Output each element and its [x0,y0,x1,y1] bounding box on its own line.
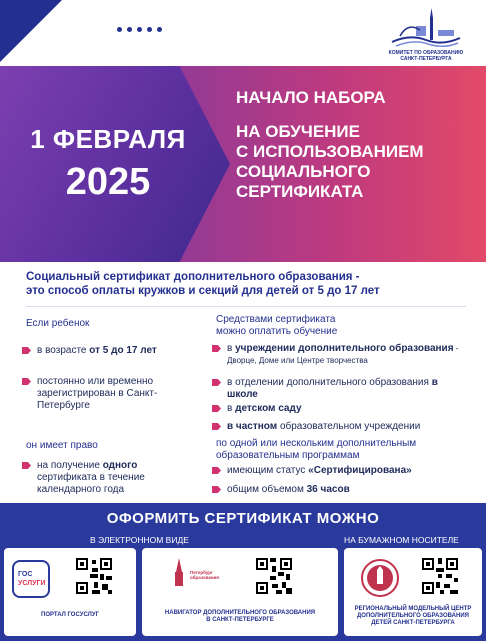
qr-code-icon[interactable] [420,556,460,596]
payment-heading: Средствами сертификата можно оплатить обучение [216,314,338,337]
logo-text: КОМИТЕТ ПО ОБРАЗОВАНИЮ САНКТ-ПЕТЕРБУРГА [388,50,464,62]
start-date [10,124,206,204]
seal-icon [360,558,400,598]
arrow-bullet-icon [212,405,221,412]
arrow-bullet-icon [22,347,31,354]
list-item: общим объемом 36 часов [212,484,467,496]
gosuslugi-caption: ПОРТАЛ ГОСУСЛУГ [41,612,99,618]
spire-icon [170,558,188,588]
list-item: постоянно или временно зарегистрирован в Санкт-Петербурге [22,376,162,412]
if-child-heading: Если ребенок [26,318,90,329]
list-item: в возрасте от 5 до 17 лет [22,345,192,357]
list-item: в учреждении дополнительного образования - Дворце, Доме или Центре творчества [212,343,467,367]
arrow-bullet-icon [22,462,31,469]
center-caption: РЕГИОНАЛЬНЫЙ МОДЕЛЬНЫЙ ЦЕНТР ДОПОЛНИТЕЛЬНОГО ОБРАЗОВАНИЯ ДЕТЕЙ САНКТ-ПЕТЕРБУРГА [354,606,472,626]
arrow-bullet-icon [212,345,221,352]
headline-line-2: С ИСПОЛЬЗОВАНИЕМ [236,142,424,161]
arrow-bullet-icon [212,423,221,430]
corner-triangle [0,0,62,62]
headline-line-4: СЕРТИФИКАТА [236,182,364,201]
arrow-bullet-icon [212,467,221,474]
qr-code-icon[interactable] [74,556,114,596]
paper-label: НА БУМАЖНОМ НОСИТЕЛЕ [344,535,459,545]
headline-line-3: СОЦИАЛЬНОГО [236,162,371,181]
headline-line-1: НА ОБУЧЕНИЕ [236,122,360,141]
list-item: в частном образовательном учреждении [212,421,467,433]
intro-line-2: это способ оплаты кружков и секций для детей от 5 до 17 лет [26,285,380,297]
arrow-bullet-icon [212,486,221,493]
navigator-caption: НАВИГАТОР ДОПОЛНИТЕЛЬНОГО ОБРАЗОВАНИЯ В САНКТ-ПЕТЕРБУРГЕ [164,610,316,623]
date-day: 1 ФЕВРАЛЯ [30,124,186,154]
has-right-heading: он имеет право [26,440,98,451]
arrow-bullet-icon [212,379,221,386]
committee-logo [376,8,476,68]
electronic-label: В ЭЛЕКТРОННОМ ВИДЕ [90,535,189,545]
intro-text [26,270,466,298]
logo-emblem-icon [386,8,466,50]
list-item: имеющим статус «Сертифицирована» [212,465,467,477]
headline-primary: НАЧАЛО НАБОРА [236,88,386,107]
arrow-bullet-icon [22,378,31,385]
qr-code-icon[interactable] [254,556,294,596]
divider [26,306,466,307]
list-item: в отделении дополнительного образования в школе [212,377,467,401]
headline [236,88,424,202]
hero-banner [0,66,486,262]
gosuslugi-logo: ГОС УСЛУГИ [12,560,50,598]
decorative-dots [117,27,162,32]
list-item: на получение одного сертификата в течение календарного года [22,460,172,496]
date-year: 2025 [65,161,151,203]
bottom-title: ОФОРМИТЬ СЕРТИФИКАТ МОЖНО [106,510,380,527]
intro-line-1: Социальный сертификат дополнительного образования - [26,271,360,283]
navigator-logo: Петербург образования [170,558,214,598]
list-item: в детском саду [212,403,467,415]
programs-heading: по одной или нескольким дополнительным образовательным программам [216,438,417,461]
